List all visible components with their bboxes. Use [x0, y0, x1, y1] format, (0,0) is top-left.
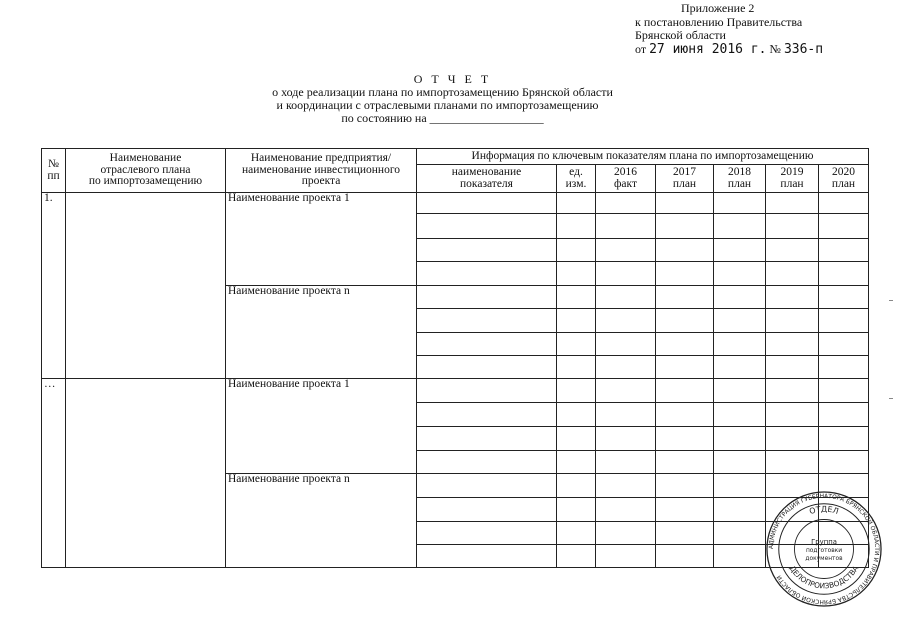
data-cell	[656, 262, 714, 286]
data-cell	[819, 214, 869, 239]
data-cell	[656, 474, 714, 498]
data-cell	[714, 262, 766, 286]
data-cell	[656, 427, 714, 451]
appendix-title: Приложение 2	[681, 1, 755, 15]
project-name-cell: Наименование проекта 1	[226, 193, 417, 286]
data-cell	[557, 193, 596, 214]
appendix-resolution: к постановлению Правительства	[635, 14, 803, 29]
data-cell	[417, 522, 557, 545]
header-row-1	[42, 149, 869, 165]
data-cell	[714, 239, 766, 262]
data-cell	[819, 286, 869, 309]
data-cell	[766, 262, 819, 286]
header-sector-plan: Наименование отраслевого плана по импортозамещению	[66, 149, 226, 193]
project-name-cell: Наименование проекта n	[226, 474, 417, 568]
data-cell	[557, 474, 596, 498]
data-cell	[417, 427, 557, 451]
data-cell	[557, 309, 596, 333]
data-cell	[417, 214, 557, 239]
header-num: № пп	[42, 149, 66, 193]
header-info-group: Информация по ключевым показателям плана по импортозамещению	[417, 149, 869, 165]
data-cell	[714, 522, 766, 545]
data-cell	[557, 356, 596, 379]
data-cell	[766, 239, 819, 262]
data-cell	[596, 333, 656, 356]
data-cell	[656, 379, 714, 403]
row-number: …	[42, 379, 66, 568]
header-enterprise: Наименование предприятия/ наименование инвестиционного проекта	[226, 149, 417, 193]
data-cell	[596, 239, 656, 262]
stamp-outer-text: АДМИНИСТРАЦИЯ ГУБЕРНАТОРА БРЯНСКОЙ ОБЛАСТИ И ПРАВИТЕЛЬСТВА БРЯНСКОЙ ОБЛАСТИ	[768, 493, 880, 605]
data-cell	[596, 545, 656, 568]
data-cell	[656, 239, 714, 262]
report-table	[41, 148, 869, 568]
stamp-center-1: Группа	[811, 538, 837, 547]
data-cell	[766, 403, 819, 427]
report-title	[0, 73, 905, 125]
data-cell	[819, 427, 869, 451]
data-cell	[766, 427, 819, 451]
header-2017: 2017 план	[656, 165, 714, 193]
data-cell	[714, 333, 766, 356]
data-cell	[766, 379, 819, 403]
table-row	[42, 193, 869, 214]
appendix-block	[635, 2, 823, 56]
data-cell	[557, 286, 596, 309]
data-cell	[714, 474, 766, 498]
data-cell	[714, 214, 766, 239]
data-cell	[714, 286, 766, 309]
project-name-cell: Наименование проекта n	[226, 286, 417, 379]
data-cell	[714, 309, 766, 333]
data-cell	[417, 356, 557, 379]
sector-plan-cell	[66, 379, 226, 568]
data-cell	[656, 545, 714, 568]
data-cell	[819, 333, 869, 356]
data-cell	[557, 545, 596, 568]
data-cell	[417, 333, 557, 356]
data-cell	[714, 498, 766, 522]
data-cell	[656, 214, 714, 239]
data-cell	[819, 193, 869, 214]
header-unit: ед. изм.	[557, 165, 596, 193]
data-cell	[596, 522, 656, 545]
data-cell	[596, 498, 656, 522]
header-indicator: наименование показателя	[417, 165, 557, 193]
data-cell	[596, 193, 656, 214]
margin-mark	[889, 300, 893, 301]
handwritten-number: 336-п	[783, 41, 824, 57]
data-cell	[417, 193, 557, 214]
data-cell	[714, 451, 766, 474]
stamp-svg	[765, 490, 883, 608]
data-cell	[557, 214, 596, 239]
data-cell	[417, 451, 557, 474]
data-cell	[417, 286, 557, 309]
data-cell	[656, 356, 714, 379]
data-cell	[417, 262, 557, 286]
data-cell	[557, 403, 596, 427]
data-cell	[714, 356, 766, 379]
handwritten-date: 27 июня 2016 г.	[649, 41, 767, 57]
stamp-top-text: ОТДЕЛ	[808, 504, 840, 517]
appendix-region: Брянской области	[635, 28, 726, 42]
header-2016: 2016 факт	[596, 165, 656, 193]
report-subtitle-2: и координации с отраслевыми планами по импортозамещению	[276, 98, 599, 112]
data-cell	[596, 427, 656, 451]
data-cell	[596, 309, 656, 333]
data-cell	[596, 379, 656, 403]
data-cell	[557, 262, 596, 286]
data-cell	[766, 193, 819, 214]
data-cell	[766, 356, 819, 379]
data-cell	[766, 333, 819, 356]
data-cell	[819, 239, 869, 262]
data-cell	[819, 262, 869, 286]
data-cell	[417, 545, 557, 568]
header-2020: 2020 план	[819, 165, 869, 193]
date-prefix: от	[635, 41, 647, 56]
data-cell	[656, 193, 714, 214]
data-cell	[819, 309, 869, 333]
table-row	[42, 379, 869, 403]
header-2018: 2018 план	[714, 165, 766, 193]
data-cell	[656, 451, 714, 474]
data-cell	[656, 286, 714, 309]
data-cell	[417, 498, 557, 522]
report-date-line: по состоянию на ___________________	[341, 111, 544, 125]
data-cell	[766, 286, 819, 309]
data-cell	[714, 379, 766, 403]
data-cell	[819, 379, 869, 403]
data-cell	[656, 403, 714, 427]
data-cell	[766, 214, 819, 239]
data-cell	[417, 379, 557, 403]
appendix-date-line	[635, 43, 823, 57]
data-cell	[714, 545, 766, 568]
data-cell	[557, 379, 596, 403]
sector-plan-cell	[66, 193, 226, 379]
data-cell	[557, 333, 596, 356]
data-cell	[714, 193, 766, 214]
data-cell	[596, 356, 656, 379]
data-cell	[819, 451, 869, 474]
office-stamp	[765, 490, 883, 608]
data-cell	[557, 451, 596, 474]
data-cell	[557, 427, 596, 451]
data-cell	[714, 403, 766, 427]
data-cell	[557, 522, 596, 545]
data-cell	[766, 309, 819, 333]
data-cell	[656, 522, 714, 545]
data-cell	[417, 403, 557, 427]
data-cell	[656, 498, 714, 522]
data-cell	[714, 427, 766, 451]
data-cell	[557, 239, 596, 262]
report-subtitle-1: о ходе реализации плана по импортозамещению Брянской области	[272, 85, 613, 99]
data-cell	[596, 286, 656, 309]
stamp-bottom-text: ДЕЛОПРОИЗВОДСТВА	[787, 564, 861, 591]
data-cell	[417, 474, 557, 498]
row-number: 1.	[42, 193, 66, 379]
header-2019: 2019 план	[766, 165, 819, 193]
project-name-cell: Наименование проекта 1	[226, 379, 417, 474]
data-cell	[557, 498, 596, 522]
data-cell	[417, 239, 557, 262]
report-heading: О Т Ч Е Т	[413, 72, 492, 86]
data-cell	[766, 451, 819, 474]
stamp-center-3: документов	[805, 555, 843, 562]
data-cell	[819, 356, 869, 379]
data-cell	[656, 309, 714, 333]
stamp-center-2: подготовки	[805, 547, 843, 554]
data-cell	[596, 262, 656, 286]
data-cell	[417, 309, 557, 333]
data-cell	[656, 333, 714, 356]
data-cell	[596, 214, 656, 239]
data-cell	[819, 403, 869, 427]
data-cell	[596, 474, 656, 498]
data-cell	[596, 403, 656, 427]
margin-mark	[889, 398, 893, 399]
number-sign: №	[769, 41, 781, 56]
data-cell	[596, 451, 656, 474]
